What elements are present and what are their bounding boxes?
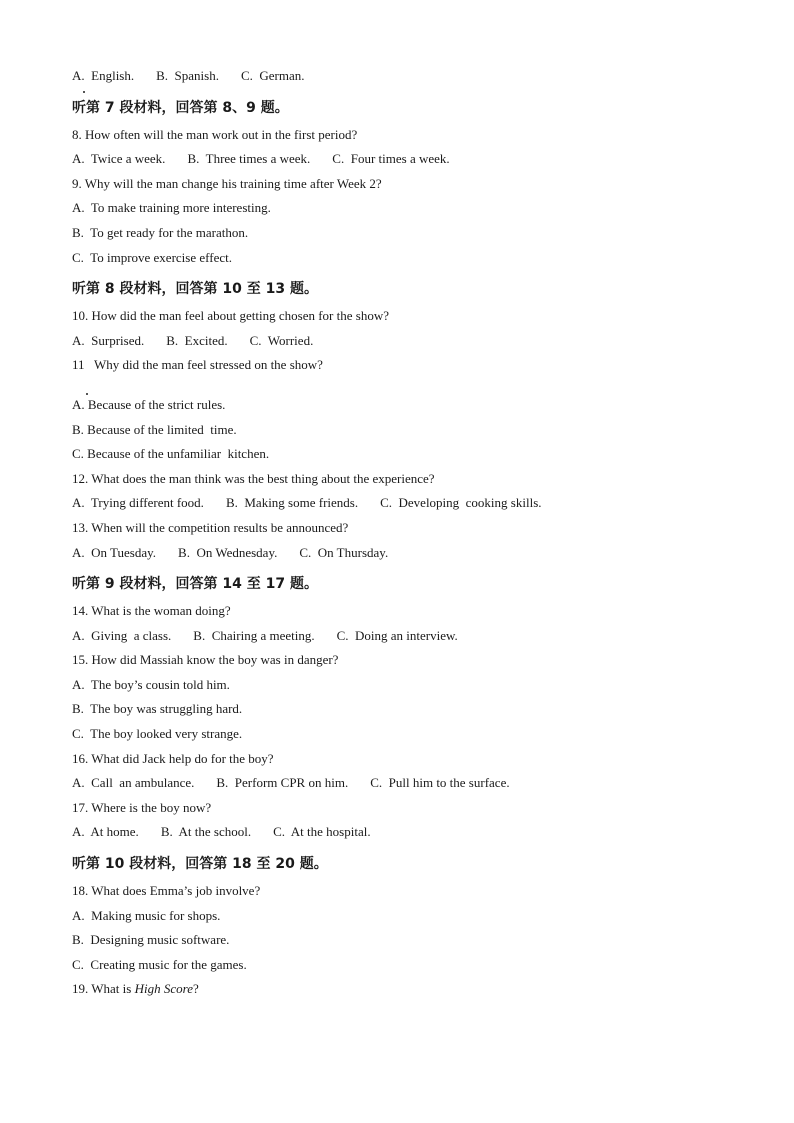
answer-option: B. To get ready for the marathon. xyxy=(72,224,249,240)
answer-option: A. Trying different food. xyxy=(72,495,204,511)
answer-option: A. The boy’s cousin told him. xyxy=(72,676,230,692)
answer-option: B. At the school. xyxy=(160,824,252,840)
option-row xyxy=(72,771,732,796)
stray-mark xyxy=(83,91,85,93)
exam-page xyxy=(72,64,732,1002)
answer-option: B. Excited. xyxy=(166,332,228,348)
answer-option: A. On Tuesday. xyxy=(72,544,157,560)
answer-option: C. On Thursday. xyxy=(299,544,389,560)
answer-option: C. Creating music for the games. xyxy=(72,956,247,972)
section-heading: 听第 9 段材料，回答第 14 至 17 题。 xyxy=(72,576,318,593)
answer-option: A. To make training more interesting. xyxy=(72,200,271,216)
question-line: 11 Why did the man feel stressed on the show? xyxy=(72,357,323,373)
answer-option: B. Making some friends. xyxy=(225,495,359,511)
question-line: 8. How often will the man work out in the first period? xyxy=(72,126,358,142)
question-text: 19. What is xyxy=(72,981,135,997)
answer-option: A. Giving a class. xyxy=(72,627,172,643)
answer-option: B. Perform CPR on him. xyxy=(216,775,349,791)
question-line: 17. Where is the boy now? xyxy=(72,799,212,815)
option-row xyxy=(72,329,732,354)
answer-option: A. Call an ambulance. xyxy=(72,775,195,791)
question-line: 15. How did Massiah know the boy was in danger? xyxy=(72,652,339,668)
question-line: 18. What does Emma’s job involve? xyxy=(72,883,261,899)
answer-option: C. Pull him to the surface. xyxy=(370,775,510,791)
answer-option: A. English. xyxy=(72,68,135,83)
answer-option: C. Developing cooking skills. xyxy=(380,495,542,511)
option-row xyxy=(72,624,732,649)
answer-option: C. Because of the unfamiliar kitchen. xyxy=(72,446,270,462)
question-line: 16. What did Jack help do for the boy? xyxy=(72,750,274,766)
answer-option: A. Because of the strict rules. xyxy=(72,396,226,412)
question-line: 9. Why will the man change his training time after Week 2? xyxy=(72,175,382,191)
answer-option: C. The boy looked very strange. xyxy=(72,726,243,742)
answer-option: A. Surprised. xyxy=(72,332,145,348)
stray-mark xyxy=(86,393,88,395)
question-line xyxy=(72,977,732,1002)
answer-option: B. Chairing a meeting. xyxy=(193,627,315,643)
answer-option: C. At the hospital. xyxy=(273,824,371,840)
answer-option: B. Spanish. xyxy=(156,68,219,83)
answer-option: B. Designing music software. xyxy=(72,932,230,948)
option-row xyxy=(72,820,732,845)
answer-option: B. On Wednesday. xyxy=(178,544,278,560)
section-heading: 听第 10 段材料，回答第 18 至 20 题。 xyxy=(72,856,328,873)
question-line: 13. When will the competition results be announced? xyxy=(72,519,349,535)
answer-option: C. Doing an interview. xyxy=(336,627,458,643)
italic-title: High Score xyxy=(134,981,193,997)
option-row xyxy=(72,147,732,172)
option-row xyxy=(72,541,732,566)
option-row xyxy=(72,64,732,89)
question-line: 12. What does the man think was the best thing about the experience? xyxy=(72,470,435,486)
section-heading: 听第 8 段材料，回答第 10 至 13 题。 xyxy=(72,281,318,298)
question-line: 10. How did the man feel about getting chosen for the show? xyxy=(72,308,389,324)
answer-option: A. Making music for shops. xyxy=(72,907,221,923)
answer-option: C. Four times a week. xyxy=(332,151,450,167)
question-line: 14. What is the woman doing? xyxy=(72,603,231,619)
answer-option: B. Three times a week. xyxy=(187,151,311,167)
answer-option: B. The boy was struggling hard. xyxy=(72,701,243,717)
option-row xyxy=(72,491,732,516)
answer-option: C. To improve exercise effect. xyxy=(72,249,232,265)
answer-option: A. At home. xyxy=(72,824,139,840)
answer-option: C. German. xyxy=(240,68,305,83)
answer-option: C. Worried. xyxy=(249,332,314,348)
spacer xyxy=(72,378,732,393)
answer-option: A. Twice a week. xyxy=(72,151,166,167)
section-heading: 听第 7 段材料，回答第 8、9 题。 xyxy=(72,99,289,116)
question-text: ? xyxy=(192,981,199,997)
answer-option: B. Because of the limited time. xyxy=(72,421,237,437)
